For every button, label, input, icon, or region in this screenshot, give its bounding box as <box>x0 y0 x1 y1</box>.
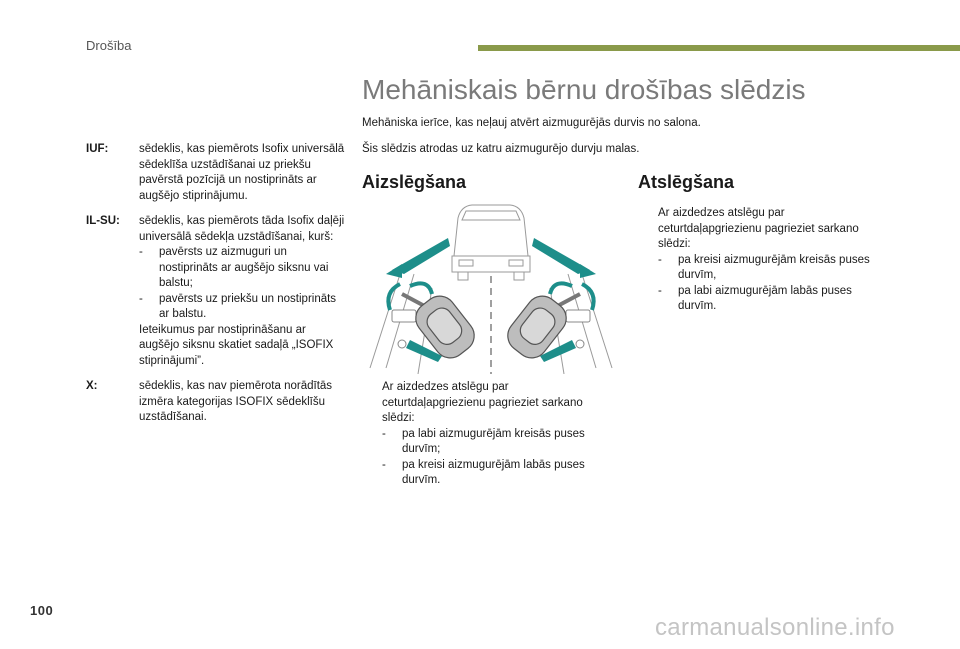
definition-text: sēdeklis, kas nav piemērota norādītās izmēra kategorijas ISOFIX sēdeklīšu uzstādīšanai. <box>139 380 333 423</box>
page-title: Mehāniskais bērnu drošības slēdzis <box>362 74 806 105</box>
list-item: - pavērsts uz priekšu un nostiprināts ar balstu. <box>139 292 348 323</box>
list-item: - pavērsts uz aizmuguri un nostiprināts ar augšējo siksnu vai balstu; <box>139 245 348 292</box>
definition-il-su <box>86 214 348 369</box>
section-accent-bar <box>478 45 960 51</box>
arrow-bullet-icon <box>362 380 382 427</box>
instruction-lead <box>638 206 888 253</box>
instruction-list <box>638 253 888 315</box>
instruction-lead <box>362 380 612 427</box>
instruction-list <box>362 427 612 489</box>
intro-paragraph: Mehāniska ierīce, kas neļauj atvērt aizmugurējās durvis no salona. <box>362 117 701 129</box>
intro-paragraph: Šis slēdzis atrodas uz katru aizmugurējo durvju malas. <box>362 143 640 155</box>
child-lock-illustration <box>362 198 620 374</box>
arrow-bullet-icon <box>638 206 658 253</box>
definition-sublist <box>139 245 348 323</box>
definition-note: Ieteikumus par nostiprināšanu ar augšējo siksnu skatiet sadaļā „ISOFIX stiprinājumi”. <box>139 323 334 367</box>
definition-term: IUF: <box>86 143 109 155</box>
list-item: - pa labi aizmugurējām kreisās puses durvīm; <box>382 427 612 458</box>
watermark: carmanualsonline.info <box>655 614 895 641</box>
definition-text: sēdeklis, kas piemērots Isofix universālā sēdeklīša uzstādīšanai uz priekšu pavērstā pozīcijā un nostiprināts ar augšējo stiprinājumu. <box>139 143 345 202</box>
locking-instructions <box>362 380 612 489</box>
list-item: - pa labi aizmugurējām labās puses durvīm. <box>658 284 888 315</box>
definition-body <box>139 214 348 369</box>
definition-iuf <box>86 142 348 204</box>
list-item: - pa kreisi aizmugurējām labās puses durvīm. <box>382 458 612 489</box>
definitions-list <box>86 142 348 436</box>
intro-text <box>362 116 882 168</box>
unlocking-instructions <box>638 206 888 315</box>
definition-term: X: <box>86 380 98 392</box>
locking-heading: Aizslēgšana <box>362 172 467 192</box>
list-item: - pa kreisi aizmugurējām kreisās puses durvīm, <box>658 253 888 284</box>
unlocking-heading: Atslēgšana <box>638 172 735 192</box>
section-label: Drošība <box>86 38 132 53</box>
page-number: 100 <box>30 603 54 618</box>
definition-term: IL-SU: <box>86 215 120 227</box>
definition-x <box>86 379 348 426</box>
definition-text: sēdeklis, kas piemērots tāda Isofix daļēji universālā sēdekļa uzstādīšanai, kurš: <box>139 215 345 243</box>
instruction-text: Ar aizdedzes atslēgu par ceturtdaļapgriezienu pagrieziet sarkano slēdzi: <box>382 381 583 424</box>
instruction-text: Ar aizdedzes atslēgu par ceturtdaļapgriezienu pagrieziet sarkano slēdzi: <box>658 207 859 250</box>
